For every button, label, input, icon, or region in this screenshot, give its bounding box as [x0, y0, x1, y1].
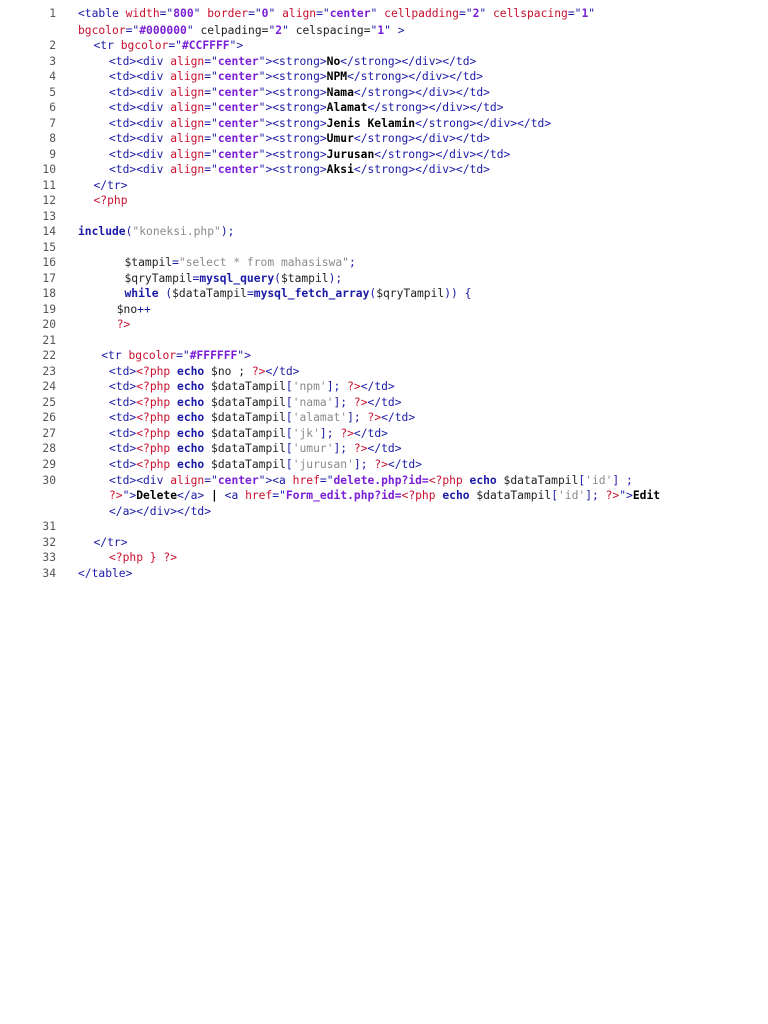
code-token: "	[186, 24, 201, 37]
code-line	[109, 442, 768, 455]
code-token: "	[268, 7, 283, 20]
code-token: </tr>	[93, 536, 128, 549]
code-token: cellpadding	[384, 7, 459, 20]
code-token: =	[172, 256, 179, 269]
code-line	[78, 24, 758, 37]
code-token: 'id'	[585, 474, 613, 487]
code-token: echo	[177, 365, 205, 378]
code-token: </strong></div></td>	[353, 163, 490, 176]
code-token: width	[125, 7, 160, 20]
line-number: 18	[42, 287, 56, 300]
code-token: "><strong>	[258, 86, 327, 99]
code-token: ];	[326, 380, 348, 393]
code-line	[109, 163, 768, 176]
code-token: ="	[248, 7, 262, 20]
line-number: 8	[49, 132, 56, 145]
code-token: </a></div></td>	[109, 505, 212, 518]
code-line	[109, 411, 768, 424]
code-token: (	[158, 287, 173, 300]
code-token: <td><div	[109, 86, 171, 99]
line-number: 21	[42, 334, 56, 347]
code-token: );	[328, 272, 343, 285]
code-token: ?>	[605, 489, 620, 502]
code-token: </strong></div></td>	[353, 132, 490, 145]
code-token: =	[246, 287, 254, 300]
code-token: 2	[275, 24, 283, 37]
code-line	[109, 148, 768, 161]
code-token: "><strong>	[258, 101, 327, 114]
line-number: 23	[42, 365, 56, 378]
code-token: ?>	[340, 427, 354, 440]
code-token: ">	[619, 489, 633, 502]
code-line	[78, 567, 758, 580]
code-token: align	[170, 474, 205, 487]
code-token: <td>	[109, 380, 137, 393]
code-token: 'nama'	[292, 396, 334, 409]
line-number: 34	[42, 567, 56, 580]
line-number: 26	[42, 411, 56, 424]
code-token: bgcolor	[128, 349, 177, 362]
code-line	[94, 194, 768, 207]
line-number: 13	[42, 210, 56, 223]
code-token: echo	[469, 474, 497, 487]
code-token: <td><div	[109, 132, 171, 145]
code-token: </strong></div></td>	[367, 101, 504, 114]
code-line	[109, 117, 768, 130]
code-line	[109, 551, 768, 564]
code-token: while	[124, 287, 159, 300]
code-token: [	[285, 380, 293, 393]
code-line	[94, 536, 768, 549]
code-line	[109, 86, 768, 99]
code-token: "><strong>	[258, 117, 327, 130]
code-token: </strong></div></td>	[374, 148, 511, 161]
code-token: ="	[272, 489, 286, 502]
code-token: center	[217, 163, 259, 176]
code-token: </td>	[265, 365, 300, 378]
code-token: $dataTampil	[204, 396, 286, 409]
code-token: <?php	[136, 365, 178, 378]
code-token: <?php	[428, 474, 470, 487]
code-token: center	[217, 132, 259, 145]
code-token: [	[285, 411, 293, 424]
code-token: echo	[177, 427, 205, 440]
code-token: align	[170, 55, 205, 68]
code-token: ="	[204, 86, 218, 99]
line-number: 32	[42, 536, 56, 549]
code-token: <tr	[101, 349, 129, 362]
code-token: <td><div	[109, 163, 171, 176]
code-line	[109, 489, 768, 502]
code-token: 0	[261, 7, 269, 20]
code-token: $no ;	[204, 365, 252, 378]
code-token: [	[551, 489, 558, 502]
code-token: =	[192, 272, 200, 285]
code-token: [	[285, 396, 293, 409]
code-token: $qryTampil	[124, 272, 193, 285]
code-token: </tr>	[93, 179, 128, 192]
line-number: 25	[42, 396, 56, 409]
code-token: <td><div	[109, 148, 171, 161]
code-token: 'jurusan'	[292, 458, 354, 471]
code-token: </strong></div></td>	[347, 70, 484, 83]
code-line	[94, 39, 768, 52]
code-token: center	[217, 117, 259, 130]
code-token: "><a	[258, 474, 293, 487]
code-token: ="	[204, 163, 218, 176]
code-token: ?>	[353, 442, 368, 455]
code-token: <td>	[109, 427, 137, 440]
code-token: "><strong>	[258, 70, 327, 83]
line-number: 4	[49, 70, 56, 83]
code-token: ];	[333, 442, 354, 455]
code-token: Nama	[326, 86, 354, 99]
line-number: 28	[42, 442, 56, 455]
code-line	[109, 380, 768, 393]
code-token: $no	[116, 303, 138, 316]
code-token: delete.php?id=	[333, 474, 429, 487]
code-token: (	[125, 225, 133, 238]
code-token: ++	[137, 303, 151, 316]
code-token: [	[578, 474, 586, 487]
code-token: "	[479, 7, 493, 20]
code-token: Form_edit.php?id=	[285, 489, 402, 502]
code-token: echo	[177, 380, 205, 393]
code-token: <?php } ?>	[109, 551, 178, 564]
code-token: <tr	[93, 39, 121, 52]
code-token: ?>	[109, 489, 123, 502]
code-token: Jenis Kelamin	[326, 117, 416, 130]
code-token: [	[285, 458, 293, 471]
code-token: ="	[567, 7, 582, 20]
code-token: align	[170, 86, 205, 99]
code-token: "><strong>	[258, 132, 327, 145]
code-token: "	[370, 24, 378, 37]
line-number: 14	[42, 225, 56, 238]
code-token: [	[285, 442, 293, 455]
code-token: ">	[122, 489, 137, 502]
code-token: ">	[229, 39, 244, 52]
code-token: $dataTampil	[496, 474, 579, 487]
code-token: 2	[472, 7, 480, 20]
code-token: href	[245, 489, 273, 502]
line-number: 17	[42, 272, 56, 285]
code-token: );	[220, 225, 235, 238]
code-token: $tampil	[124, 256, 173, 269]
code-line	[117, 318, 768, 331]
code-token: <td>	[109, 365, 137, 378]
code-token: <?php	[136, 380, 178, 393]
code-token: ="	[204, 55, 218, 68]
code-token: <?php	[136, 411, 178, 424]
code-token: <?php	[136, 427, 178, 440]
code-token: celspacing=	[295, 24, 371, 37]
code-token: Aksi	[326, 163, 354, 176]
line-number: 19	[42, 303, 56, 316]
code-line	[109, 458, 768, 471]
line-number: 5	[49, 86, 56, 99]
code-token: $dataTampil	[204, 427, 286, 440]
code-token: border	[207, 7, 249, 20]
code-token: 'npm'	[292, 380, 327, 393]
code-token: include	[78, 225, 126, 238]
code-token: ?>	[374, 458, 388, 471]
code-token: 'umur'	[292, 442, 334, 455]
code-line	[125, 272, 768, 285]
code-token: $dataTampil	[172, 287, 247, 300]
code-token: )) {	[444, 287, 472, 300]
code-token: center	[217, 55, 259, 68]
code-token: </a>	[177, 489, 212, 502]
code-token: ">	[237, 349, 251, 362]
code-token: </table>	[78, 567, 133, 580]
line-number: 12	[42, 194, 56, 207]
code-token: center	[217, 70, 259, 83]
code-token: 'id'	[558, 489, 586, 502]
code-token: <table	[78, 7, 126, 20]
code-token: "	[193, 7, 208, 20]
code-token: ];	[353, 458, 375, 471]
code-token: $qryTampil	[376, 287, 445, 300]
code-token: align	[282, 7, 317, 20]
code-line	[125, 256, 768, 269]
code-token: <?php	[93, 194, 128, 207]
code-token: Alamat	[326, 101, 368, 114]
code-token: </strong></div></td>	[415, 117, 552, 130]
code-token: #FFFFFF	[189, 349, 238, 362]
code-token: <td>	[109, 396, 137, 409]
code-line	[117, 303, 768, 316]
code-token: <td><div	[109, 101, 171, 114]
code-token: Umur	[326, 132, 354, 145]
code-token: ="	[204, 474, 218, 487]
line-number: 10	[42, 163, 56, 176]
code-token: ?>	[353, 396, 368, 409]
code-token: ="	[125, 24, 140, 37]
code-token: ="	[204, 101, 218, 114]
code-token: $dataTampil	[204, 380, 286, 393]
code-token: echo	[177, 396, 205, 409]
code-token: cellspacing	[493, 7, 568, 20]
code-token: ="	[204, 148, 218, 161]
code-token: echo	[177, 411, 205, 424]
code-token: "><strong>	[258, 148, 327, 161]
code-line	[109, 70, 768, 83]
code-token: center	[217, 148, 259, 161]
code-token: </td>	[387, 458, 422, 471]
code-token: <?php	[401, 489, 443, 502]
code-line	[109, 505, 768, 518]
code-token: #000000	[139, 24, 187, 37]
code-line	[125, 287, 768, 300]
code-token: [	[285, 427, 293, 440]
code-token: ="	[319, 474, 334, 487]
code-token: <td>	[109, 442, 137, 455]
code-token: "><strong>	[258, 163, 327, 176]
code-token: </td>	[353, 427, 388, 440]
code-token: align	[170, 70, 205, 83]
code-token: <td><div	[109, 55, 171, 68]
code-token: <td><div	[109, 117, 171, 130]
code-line	[109, 474, 768, 487]
line-number: 27	[42, 427, 56, 440]
code-token: "	[588, 7, 596, 20]
code-token: ?>	[251, 365, 266, 378]
code-token: 'alamat'	[292, 411, 348, 424]
code-token: ="	[204, 132, 218, 145]
code-token: |	[211, 489, 218, 502]
code-token: Delete	[136, 489, 178, 502]
line-number: 20	[42, 318, 56, 331]
code-line	[109, 55, 768, 68]
code-token: mysql_query	[199, 272, 275, 285]
code-token: "	[268, 24, 276, 37]
code-token: ;	[348, 256, 356, 269]
code-token: bgcolor	[120, 39, 169, 52]
code-line	[78, 225, 758, 238]
code-token: align	[170, 101, 205, 114]
code-token: center	[217, 101, 259, 114]
code-token: <a	[217, 489, 246, 502]
code-token: $dataTampil	[204, 442, 286, 455]
line-number: 2	[49, 39, 56, 52]
code-token: ];	[347, 411, 368, 424]
code-token: </strong></div></td>	[340, 55, 477, 68]
code-token: 'jk'	[292, 427, 320, 440]
code-token: No	[326, 55, 341, 68]
code-token: $dataTampil	[469, 489, 552, 502]
code-token: ];	[333, 396, 354, 409]
code-token: echo	[177, 442, 205, 455]
code-line	[109, 101, 768, 114]
code-token: </td>	[381, 411, 416, 424]
line-number: 1	[49, 7, 56, 20]
code-line	[109, 365, 768, 378]
code-token: "><strong>	[258, 55, 327, 68]
line-number: 24	[42, 380, 56, 393]
code-token: ] ;	[612, 474, 633, 487]
code-token: </strong></div></td>	[353, 86, 490, 99]
line-number: 16	[42, 256, 56, 269]
code-token: center	[329, 7, 371, 20]
code-token: (	[274, 272, 281, 285]
code-token: align	[170, 117, 205, 130]
code-token: echo	[177, 458, 205, 471]
code-line	[109, 427, 768, 440]
code-token: ?>	[116, 318, 131, 331]
code-token: ="	[168, 39, 182, 52]
line-number: 30	[42, 474, 56, 487]
code-token: ="	[176, 349, 190, 362]
line-number: 3	[49, 55, 56, 68]
code-token: </td>	[367, 396, 402, 409]
code-token: ="	[458, 7, 473, 20]
code-token: align	[170, 132, 205, 145]
code-token: <?php	[136, 442, 178, 455]
code-line	[94, 179, 768, 192]
code-token: "select * from mahasiswa"	[178, 256, 349, 269]
code-line	[109, 132, 768, 145]
line-number: 6	[49, 101, 56, 114]
code-token: (	[369, 287, 377, 300]
code-token: ="	[204, 70, 218, 83]
code-token: 800	[173, 7, 194, 20]
line-number: 33	[42, 551, 56, 564]
code-token: 1	[581, 7, 589, 20]
code-token: ?>	[367, 411, 382, 424]
code-token: center	[217, 86, 259, 99]
code-token: ="	[316, 7, 330, 20]
code-token: $dataTampil	[204, 458, 286, 471]
code-token: "	[370, 7, 385, 20]
line-number: 31	[42, 520, 56, 533]
code-token: <td><div	[109, 70, 171, 83]
code-token: </td>	[360, 380, 395, 393]
code-token: Edit	[632, 489, 661, 502]
code-token: ];	[319, 427, 341, 440]
code-token: celpading=	[200, 24, 269, 37]
code-token: bgcolor	[78, 24, 126, 37]
code-token: </td>	[367, 442, 402, 455]
code-token: echo	[442, 489, 470, 502]
line-number: 9	[49, 148, 56, 161]
code-token: <td>	[109, 458, 137, 471]
code-token: #CCFFFF	[181, 39, 230, 52]
code-token: ];	[585, 489, 606, 502]
code-token: align	[170, 163, 205, 176]
code-token: "koneksi.php"	[132, 225, 221, 238]
line-number: 11	[42, 179, 56, 192]
code-token: ?>	[347, 380, 361, 393]
code-line	[101, 349, 768, 362]
code-line	[109, 396, 768, 409]
code-token: "	[282, 24, 296, 37]
line-number: 22	[42, 349, 56, 362]
code-token: <td><div	[109, 474, 171, 487]
code-token: <?php	[136, 396, 178, 409]
code-token: href	[292, 474, 320, 487]
code-token: mysql_fetch_array	[253, 287, 370, 300]
line-number: 29	[42, 458, 56, 471]
code-token: $tampil	[280, 272, 329, 285]
code-token: " >	[384, 24, 405, 37]
line-number: 15	[42, 241, 56, 254]
code-token: ="	[204, 117, 218, 130]
code-token: ="	[159, 7, 174, 20]
code-token: center	[217, 474, 259, 487]
code-token: 1	[377, 24, 385, 37]
code-token: <?php	[136, 458, 178, 471]
code-token: align	[170, 148, 205, 161]
code-token: Jurusan	[326, 148, 375, 161]
code-line	[78, 7, 758, 20]
code-token: NPM	[326, 70, 348, 83]
code-token: <td>	[109, 411, 137, 424]
code-token: $dataTampil	[204, 411, 286, 424]
line-number: 7	[49, 117, 56, 130]
